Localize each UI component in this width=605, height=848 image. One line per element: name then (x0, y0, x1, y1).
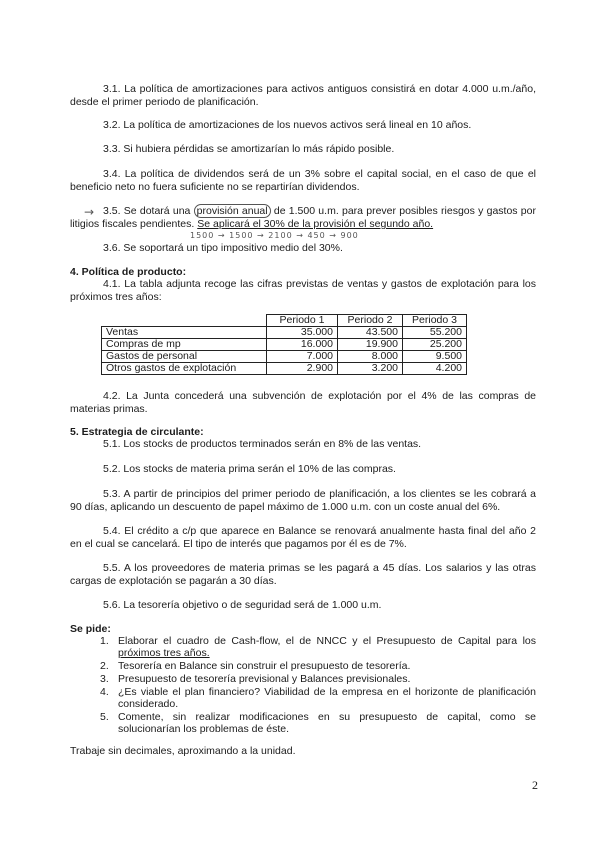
paragraph-3-4: 3.4. La política de dividendos será de un 3% sobre el capital social, en el caso de que el beneficio neto no fuera suficiente no se repartirían dividendos. (70, 168, 536, 193)
paragraph-5-4: 5.4. El crédito a c/p que aparece en Balance se renovará anualmente hasta final del año 2 en el cual se cancelará. El tipo de interés que pagamos por él es de 7%. (70, 525, 536, 550)
paragraph-3-1: 3.1. La política de amortizaciones para activos antiguos consistirá en dotar 4.000 u.m./año, desde el primer periodo de planificación. (70, 83, 536, 108)
list-item-number: 5. (100, 711, 109, 723)
list-item (100, 686, 536, 710)
section-5-title: 5. Estrategia de circulante: (70, 426, 204, 438)
paragraph-4-2: 4.2. La Junta concederá una subvención de explotación por el 4% de las compras de materias primas. (70, 390, 536, 415)
table-cell: 25.200 (403, 339, 467, 351)
handwritten-note: 1500 → 1500 → 2100 → 450 → 900 (190, 231, 359, 240)
table-header-cell: Periodo 1 (267, 315, 338, 327)
table-cell: 4.200 (403, 363, 467, 375)
table-cell: 43.500 (338, 327, 403, 339)
se-pide-title: Se pide: (70, 623, 111, 635)
table-cell: 35.000 (267, 327, 338, 339)
paragraph-3-5-middle: de 1.500 u.m. para prever posibles riesgos y gastos por litigios fiscales pendientes. (70, 205, 536, 230)
paragraph-3-6: 3.6. Se soportará un tipo impositivo medio del 30%. (103, 242, 343, 254)
table-row (102, 327, 467, 339)
list-item-text: Elaborar el cuadro de Cash-flow, el de NNCC y el Presupuesto de Capital para los (118, 635, 536, 647)
table-row (102, 351, 467, 363)
list-item-text: Tesorería en Balance sin construir el presupuesto de tesorería. (118, 660, 411, 672)
table-header-cell: Periodo 2 (338, 315, 403, 327)
table-row-label: Compras de mp (102, 339, 267, 351)
section-4-title: 4. Política de producto: (70, 266, 187, 278)
table-row-label: Otros gastos de explotación (102, 363, 267, 375)
list-item-underlined-text: próximos tres años. (118, 647, 210, 659)
page-number: 2 (532, 778, 538, 792)
paragraph-5-2: 5.2. Los stocks de materia prima serán el 10% de las compras. (103, 463, 396, 475)
table-cell: 7.000 (267, 351, 338, 363)
paragraph-3-2: 3.2. La política de amortizaciones de los nuevos activos será lineal en 10 años. (103, 119, 472, 131)
list-item-number: 1. (100, 635, 109, 647)
paragraph-5-3: 5.3. A partir de principios del primer periodo de planificación, a los clientes se les cobrará a 90 días, aplicando un descuento de papel máximo de 1.000 u.m. con un coste anual del 6%. (70, 488, 536, 513)
paragraph-5-1: 5.1. Los stocks de productos terminados serán en 8% de las ventas. (103, 438, 422, 450)
list-item-text: ¿Es viable el plan financiero? Viabilidad de la empresa en el horizonte de planificación considerado. (118, 686, 536, 710)
underlined-second-year-text: Se aplicará el 30% de la provisión el segundo año. (197, 218, 434, 230)
table-corner-cell (102, 315, 267, 327)
paragraph-5-6: 5.6. La tesorería objetivo o de seguridad será de 1.000 u.m. (103, 599, 382, 611)
se-pide-list (100, 635, 536, 736)
handwritten-arrow-icon: → (84, 205, 95, 219)
table-row-label: Gastos de personal (102, 351, 267, 363)
list-item-text: Presupuesto de tesorería previsional y Balances previsionales. (118, 673, 411, 685)
list-item (100, 711, 536, 735)
table-cell: 2.900 (267, 363, 338, 375)
paragraph-3-5 (70, 205, 536, 231)
footer-note: Trabaje sin decimales, aproximando a la unidad. (70, 745, 296, 757)
circled-provision-text: provisión anual (194, 204, 271, 218)
paragraph-3-3: 3.3. Si hubiera pérdidas se amortizarían lo más rápido posible. (103, 143, 395, 155)
table-row (102, 363, 467, 375)
list-item (100, 660, 536, 672)
list-item-number: 3. (100, 673, 109, 685)
table-cell: 8.000 (338, 351, 403, 363)
list-item (100, 635, 536, 659)
table-row-label: Ventas (102, 327, 267, 339)
table-cell: 19.900 (338, 339, 403, 351)
forecast-table (101, 314, 467, 375)
list-item-text: Comente, sin realizar modificaciones en su presupuesto de capital, como se solucionarían los problemas de éste. (118, 711, 536, 735)
table-cell: 9.500 (403, 351, 467, 363)
paragraph-3-5-start: 3.5. Se dotará una (103, 205, 191, 217)
paragraph-4-1: 4.1. La tabla adjunta recoge las cifras previstas de ventas y gastos de explotación para los próximos tres años: (70, 278, 536, 303)
list-item-number: 4. (100, 686, 109, 698)
list-item (100, 673, 536, 685)
table-header-cell: Periodo 3 (403, 315, 467, 327)
table-cell: 3.200 (338, 363, 403, 375)
list-item-number: 2. (100, 660, 109, 672)
paragraph-5-5: 5.5. A los proveedores de materia primas se les pagará a 45 días. Los salarios y las otras cargas de explotación se pagarán a 30 días. (70, 562, 536, 587)
table-row (102, 339, 467, 351)
table-cell: 16.000 (267, 339, 338, 351)
table-header-row (102, 315, 467, 327)
table-cell: 55.200 (403, 327, 467, 339)
